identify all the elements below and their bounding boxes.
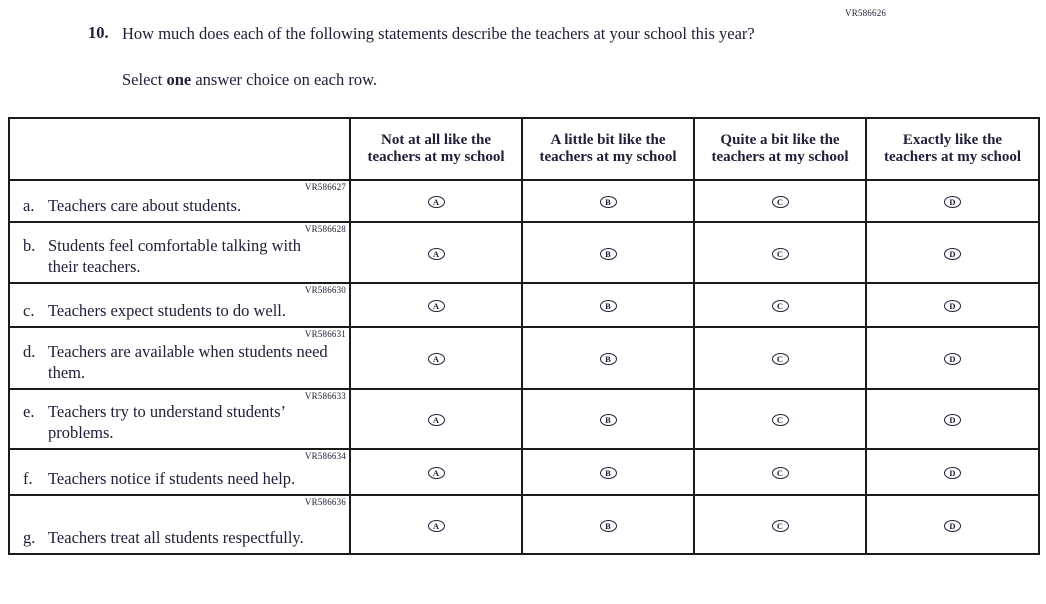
answer-cell-d4 [866, 327, 1039, 389]
answer-bubble-d[interactable]: D [944, 196, 961, 208]
statement-text: Teachers are available when students need them. [48, 342, 328, 382]
row-variable-code: VR586633 [304, 391, 346, 401]
answer-cell-g3 [694, 495, 866, 554]
header-a-little-bit [522, 118, 694, 180]
instruction-suffix: answer choice on each row. [191, 70, 378, 89]
answer-bubble-b[interactable]: B [600, 196, 617, 208]
answer-bubble-a[interactable]: A [428, 353, 445, 365]
question-number: 10. [88, 23, 109, 42]
answer-cell-c1 [350, 283, 522, 327]
answer-cell-f4 [866, 449, 1039, 495]
statement-b [10, 235, 333, 277]
instruction-prefix: Select [122, 70, 167, 89]
answer-bubble-b[interactable]: B [600, 248, 617, 260]
row-variable-code: VR586631 [304, 329, 346, 339]
statement-cell-d [9, 327, 350, 389]
answer-bubble-a[interactable]: A [428, 248, 445, 260]
answer-bubble-c[interactable]: C [772, 520, 789, 532]
answer-bubble-c[interactable]: C [772, 300, 789, 312]
answer-cell-b4 [866, 222, 1039, 283]
statement-a [10, 195, 333, 216]
statement-c [10, 300, 333, 321]
statement-f [10, 468, 333, 489]
header-quite-a-bit [694, 118, 866, 180]
answer-bubble-c[interactable]: C [772, 196, 789, 208]
table-row-g [9, 495, 1039, 554]
statement-cell-b [9, 222, 350, 283]
statement-text: Teachers expect students to do well. [48, 301, 287, 320]
question-instruction [122, 70, 377, 90]
answer-cell-b2 [522, 222, 694, 283]
table-row-f [9, 449, 1039, 495]
answer-bubble-d[interactable]: D [944, 414, 961, 426]
answer-bubble-c[interactable]: C [772, 353, 789, 365]
answer-cell-e2 [522, 389, 694, 449]
answer-cell-a1 [350, 180, 522, 222]
answer-cell-b3 [694, 222, 866, 283]
answer-bubble-b[interactable]: B [600, 353, 617, 365]
row-variable-code: VR586636 [304, 497, 346, 507]
statement-cell-e [9, 389, 350, 449]
page-variable-code: VR586626 [845, 8, 887, 18]
answer-cell-d2 [522, 327, 694, 389]
answer-bubble-d[interactable]: D [944, 520, 961, 532]
statement-e [10, 401, 333, 443]
answer-cell-a2 [522, 180, 694, 222]
answer-bubble-c[interactable]: C [772, 467, 789, 479]
answer-cell-f2 [522, 449, 694, 495]
statement-letter: b. [23, 236, 36, 255]
statement-letter: f. [23, 469, 33, 488]
answer-cell-g1 [350, 495, 522, 554]
answer-cell-g4 [866, 495, 1039, 554]
answer-bubble-b[interactable]: B [600, 520, 617, 532]
answer-cell-e3 [694, 389, 866, 449]
statement-text: Teachers try to understand students’ problems. [48, 402, 285, 442]
statement-letter: c. [23, 301, 35, 320]
instruction-bold-word: one [166, 70, 192, 89]
answer-cell-e1 [350, 389, 522, 449]
answer-matrix-table [8, 117, 1040, 555]
statement-cell-g [9, 495, 350, 554]
answer-bubble-d[interactable]: D [944, 300, 961, 312]
answer-bubble-a[interactable]: A [428, 300, 445, 312]
row-variable-code: VR586634 [304, 451, 346, 461]
statement-letter: e. [23, 402, 35, 421]
header-label: A little bit like the teachers at my school [539, 132, 677, 165]
answer-bubble-a[interactable]: A [428, 520, 445, 532]
table-row-b [9, 222, 1039, 283]
header-not-at-all [350, 118, 522, 180]
answer-bubble-b[interactable]: B [600, 467, 617, 479]
answer-bubble-d[interactable]: D [944, 467, 961, 479]
header-label: Not at all like the teachers at my school [367, 132, 505, 165]
header-empty-cell [9, 118, 350, 180]
answer-cell-f3 [694, 449, 866, 495]
statement-letter: g. [23, 528, 36, 547]
answer-cell-a3 [694, 180, 866, 222]
statement-cell-c [9, 283, 350, 327]
table-row-c [9, 283, 1039, 327]
answer-cell-e4 [866, 389, 1039, 449]
statement-cell-a [9, 180, 350, 222]
answer-cell-d1 [350, 327, 522, 389]
statement-cell-f [9, 449, 350, 495]
table-row-e [9, 389, 1039, 449]
answer-bubble-a[interactable]: A [428, 196, 445, 208]
answer-bubble-d[interactable]: D [944, 353, 961, 365]
statement-g [10, 527, 333, 548]
question-text: How much does each of the following statements describe the teachers at your school this year? [122, 24, 755, 43]
answer-bubble-d[interactable]: D [944, 248, 961, 260]
statement-text: Students feel comfortable talking with their teachers. [48, 236, 301, 276]
answer-bubble-c[interactable]: C [772, 248, 789, 260]
statement-d [10, 341, 333, 383]
answer-bubble-b[interactable]: B [600, 300, 617, 312]
answer-cell-f1 [350, 449, 522, 495]
answer-bubble-a[interactable]: A [428, 467, 445, 479]
answer-cell-b1 [350, 222, 522, 283]
row-variable-code: VR586628 [304, 224, 346, 234]
answer-cell-d3 [694, 327, 866, 389]
statement-text: Teachers treat all students respectfully. [48, 528, 304, 547]
answer-cell-c3 [694, 283, 866, 327]
statement-letter: d. [23, 342, 36, 361]
header-label: Quite a bit like the teachers at my school [711, 132, 849, 165]
answer-cell-a4 [866, 180, 1039, 222]
header-row [9, 118, 1039, 180]
header-exactly-like [866, 118, 1039, 180]
answer-cell-c4 [866, 283, 1039, 327]
statement-letter: a. [23, 196, 35, 215]
row-variable-code: VR586630 [304, 285, 346, 295]
answer-cell-g2 [522, 495, 694, 554]
statement-text: Teachers notice if students need help. [48, 469, 296, 488]
table-row-a [9, 180, 1039, 222]
answer-bubble-b[interactable]: B [600, 414, 617, 426]
row-variable-code: VR586627 [304, 182, 346, 192]
table-row-d [9, 327, 1039, 389]
answer-bubble-c[interactable]: C [772, 414, 789, 426]
answer-bubble-a[interactable]: A [428, 414, 445, 426]
header-label: Exactly like the teachers at my school [883, 132, 1022, 165]
answer-cell-c2 [522, 283, 694, 327]
statement-text: Teachers care about students. [48, 196, 242, 215]
